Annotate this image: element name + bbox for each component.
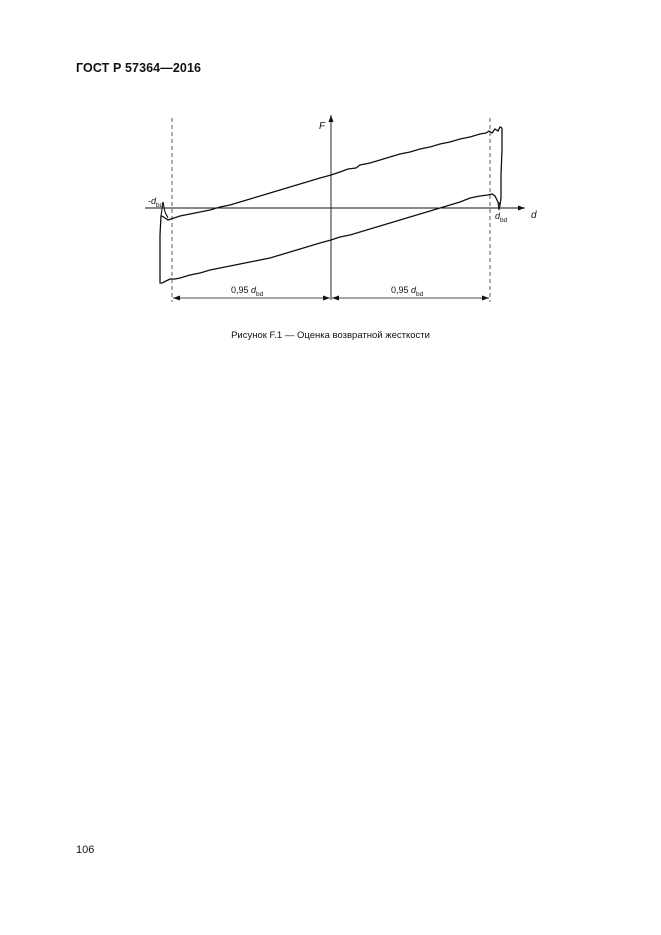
figure-caption: Рисунок F.1 — Оценка возвратной жесткости <box>231 330 430 341</box>
dim-label-right: 0,95 $d_{bd}$ <box>391 285 424 298</box>
y-axis-label: F <box>319 121 326 132</box>
neg-limit-label: $-d_{bd}$ <box>148 196 164 209</box>
dim-label-left: 0,95 $d_{bd}$ <box>231 285 264 298</box>
document-header: ГОСТ Р 57364—2016 <box>76 61 202 75</box>
pos-limit-label: $d_{bd}$ <box>495 211 508 224</box>
x-axis-label: d <box>531 210 537 221</box>
page-number: 106 <box>76 844 95 856</box>
upper-branch-curve <box>162 127 502 220</box>
